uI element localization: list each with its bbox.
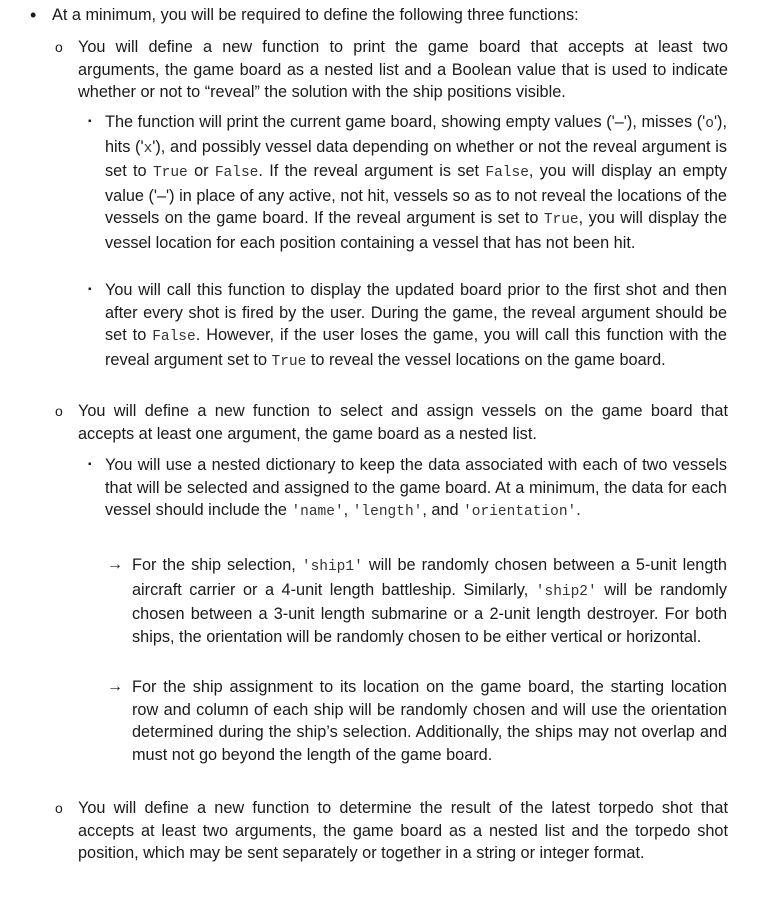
section-assign-vessels: You will define a new function to select and assign vessels on the game board that accepts at least one argument, the game board as a nested list. [78,402,728,443]
bullet-circle: o [55,403,63,419]
arrow-bullet-icon: → [107,556,123,573]
bullet-square: ▪ [88,284,92,295]
ship-assignment-details: For the ship assignment to its location on the game board, the starting location row and column of each ship will be randomly chosen and will use the orientation determined during the ship’s selection. Additionally, the ships may not overlap and must not go beyond the length of the game board. [132,678,727,764]
intro-paragraph: At a minimum, you will be required to define the following three functions: [52,6,579,24]
section-print-board: You will define a new function to print the game board that accepts at least two arguments, the game board as a nested list and a Boolean value that is used to indicate whether or not to “reveal” the solution with the ship positions visible. [78,38,728,101]
bullet-circle: o [55,800,63,816]
print-board-usage: You will call this function to display the updated board prior to the first shot and then after every shot is fired by the user. During the game, the reveal argument should be set to False. However, if the user loses the game, you will call this function with the reveal argument set to True to reveal the vessel locations on the game board. [105,281,727,370]
ship-selection-details: For the ship selection, 'ship1' will be randomly chosen between a 5-unit length aircraft carrier or a 4-unit length battleship. Similarly, 'ship2' will be randomly chosen between a 3-unit length submarine or a 2-unit length destroyer. For both ships, the orientation will be randomly chosen to be either vertical or horizontal. [132,556,727,646]
bullet-disc: • [30,5,37,25]
bullet-circle: o [55,39,63,55]
bullet-square: ▪ [88,116,92,127]
print-board-details: The function will print the current game board, showing empty values ('–'), misses ('o'), hits ('x'), and possibly vessel data depending on whether or not the reveal argument is set to True or False. If the reveal argument is set False, you will display an empty value ('–') in place of any active, not hit, vessels so as to not reveal the locations of the vessels on the game board. If the reveal argument is set to True, you will display the vessel location for each position containing a vessel that has not been hit. [105,113,727,252]
section-torpedo-result: You will define a new function to determine the result of the latest torpedo shot that accepts at least two arguments, the game board as a nested list and the torpedo shot position, which may be sent separately or together in a string or integer format. [78,799,728,862]
vessel-dictionary-details: You will use a nested dictionary to keep the data associated with each of two vessels that will be selected and assigned to the game board. At a minimum, the data for each vessel should include the 'name', 'length', and 'orientation'. [105,456,727,520]
bullet-square: ▪ [88,459,92,470]
arrow-bullet-icon: → [107,678,123,695]
